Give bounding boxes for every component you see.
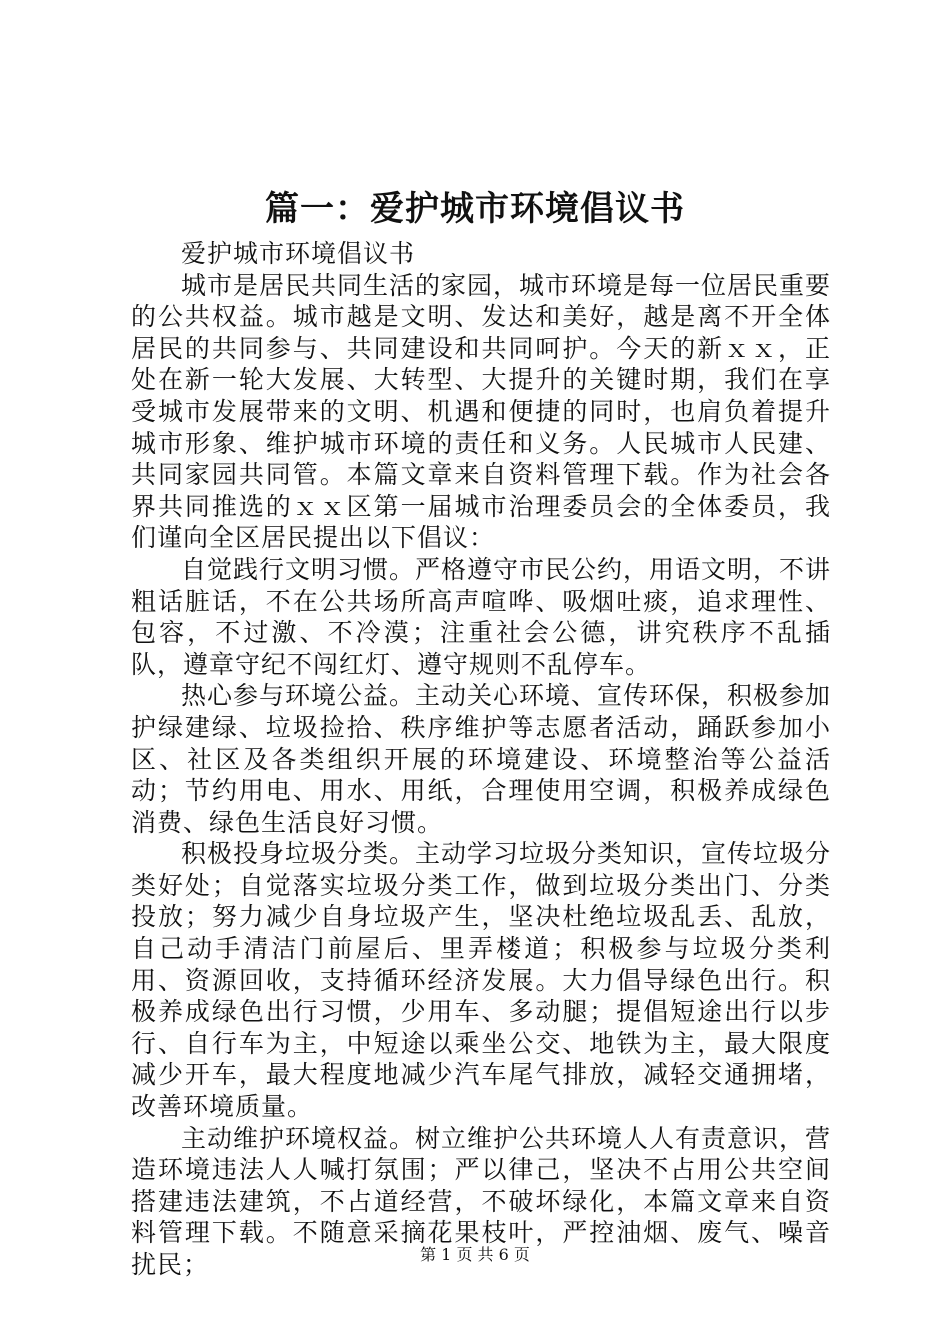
paragraph-subtitle: 爱护城市环境倡议书 xyxy=(181,239,416,268)
paragraph-environment-rights: 主动维护环境权益。树立维护公共环境人人有责意识，营造环境违法人人喊打氛围；严以律己，坚决不占用公共空间搭建违法建筑，不占道经营，不破坏绿化，本篇文章来自资料管理下载。不随意采摘花果枝叶，严控油烟、废气、噪音扰民； xyxy=(131,1123,832,1279)
paragraph-intro: 城市是居民共同生活的家园，城市环境是每一位居民重要的公共权益。城市越是文明、发达和美好，越是离不开全体居民的共同参与、共同建设和共同呵护。今天的新ｘｘ，正处在新一轮大发展、大转型、大提升的关键时期，我们在享受城市发展带来的文明、机遇和便捷的同时，也肩负着提升城市形象、维护城市环境的责任和义务。人民城市人民建、共同家园共同管。本篇文章来自资料管理下载。作为社会各界共同推选的ｘｘ区第一届城市治理委员会的全体委员，我们谨向全区居民提出以下倡议： xyxy=(131,270,832,553)
paragraph-public-welfare: 热心参与环境公益。主动关心环境、宣传环保，积极参加护绿建绿、垃圾捡拾、秩序维护等志愿者活动，踊跃参加小区、社区及各类组织开展的环境建设、环境整治等公益活动；节约用电、用水、用纸，合理使用空调，积极养成绿色消费、绿色生活良好习惯。 xyxy=(131,681,832,837)
page-title: 篇一：爱护城市环境倡议书 xyxy=(265,189,685,229)
paragraph-garbage-sorting: 积极投身垃圾分类。主动学习垃圾分类知识，宣传垃圾分类好处；自觉落实垃圾分类工作，做到垃圾分类出门、分类投放；努力减少自身垃圾产生，坚决杜绝垃圾乱丢、乱放，自己动手清洁门前屋后、里弄楼道；积极参与垃圾分类利用、资源回收，支持循环经济发展。大力倡导绿色出行。积极养成绿色出行习惯，少用车、多动腿；提倡短途出行以步行、自行车为主，中短途以乘坐公交、地铁为主，最大限度减少开车，最大程度地减少汽车尾气排放，减轻交通拥堵，改善环境质量。 xyxy=(131,839,832,1122)
paragraph-civility: 自觉践行文明习惯。严格遵守市民公约，用语文明，不讲粗话脏话，不在公共场所高声喧哗、吸烟吐痰，追求理性、包容，不过激、不冷漠；注重社会公德，讲究秩序不乱插队，遵章守纪不闯红灯、遵守规则不乱停车。 xyxy=(131,554,832,679)
document-body xyxy=(131,238,831,1281)
page-number-footer: 第 1 页 共 6 页 xyxy=(420,1245,530,1264)
